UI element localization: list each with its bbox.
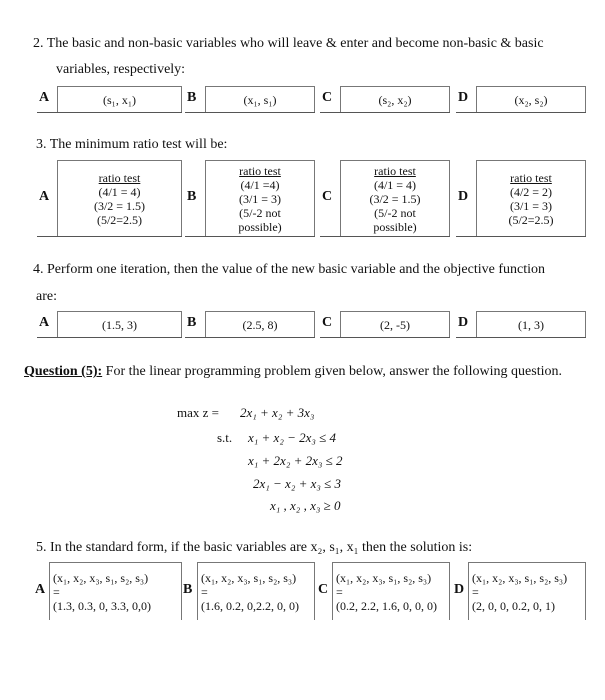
option-text: ratio test (510, 170, 552, 185)
option-text: (4/1 = 4) (373, 177, 417, 192)
option-text: (3/2 = 1.5) (93, 198, 146, 213)
option-text: (3/1 = 3) (238, 191, 282, 206)
option-text: ratio test (374, 163, 416, 178)
option-text: possible) (373, 219, 417, 234)
option-text: (5/2=2.5) (508, 212, 554, 227)
option-letter: D (458, 315, 469, 330)
option-letter: C (322, 90, 333, 105)
option-text: ratio test (98, 170, 141, 185)
lp-st: s.t. (217, 430, 233, 445)
question5-label: Question (5): (24, 364, 103, 379)
lp-objective-prefix: max z = (177, 405, 219, 420)
option-box (197, 562, 315, 620)
q5-option-b[interactable] (185, 562, 315, 620)
q4-option-b[interactable] (185, 311, 315, 338)
q3-option-c[interactable] (320, 160, 450, 237)
option-box (332, 562, 450, 620)
option-box (205, 86, 315, 112)
q5-option-a[interactable] (37, 562, 182, 620)
option-text: (s₂, x₂) (378, 92, 412, 107)
option-box (57, 311, 182, 337)
option-text: = (336, 584, 343, 599)
option-text: (0.2, 2.2, 1.6, 0, 0, 0) (336, 598, 437, 613)
lp-nonnegativity: x₁ , x₂ , x₃ ≥ 0 (270, 498, 341, 513)
q5-option-c[interactable] (320, 562, 450, 620)
option-box (340, 311, 450, 337)
option-box (57, 86, 182, 112)
option-text: (3/2 = 1.5) (369, 191, 421, 206)
option-text: (5/2=2.5) (96, 212, 143, 227)
q4-option-a[interactable] (37, 311, 182, 338)
q3-title: 3. The minimum ratio test will be: (36, 137, 228, 152)
option-box (205, 160, 315, 236)
option-text: (1.5, 3) (102, 317, 137, 332)
q5-option-d[interactable] (456, 562, 586, 620)
option-text: (2.5, 8) (242, 317, 278, 332)
option-text: (1.3, 0.3, 0, 3.3, 0,0) (53, 598, 151, 613)
option-box (476, 86, 586, 112)
option-letter: D (458, 189, 469, 204)
option-box (476, 160, 586, 236)
q4-option-d[interactable] (456, 311, 586, 338)
option-letter: D (458, 90, 469, 105)
lp-constraint-2: x₁ + 2x₂ + 2x₃ ≤ 2 (248, 453, 343, 468)
option-letter: B (183, 582, 193, 597)
option-text: (4/1 =4) (240, 177, 280, 192)
q2-option-d[interactable] (456, 86, 586, 113)
option-letter: B (187, 189, 197, 204)
option-box (57, 160, 182, 236)
question5-text: For the linear programming problem given below, answer the following question. (102, 364, 562, 379)
lp-constraint-3: 2x₁ − x₂ + x₃ ≤ 3 (253, 476, 342, 491)
lp-constraint-1: x₁ + x₂ − 2x₃ ≤ 4 (248, 430, 337, 445)
option-box (49, 562, 182, 620)
option-text: (1, 3) (518, 317, 544, 332)
option-box (340, 160, 450, 236)
option-text: possible) (238, 219, 282, 234)
option-box (205, 311, 315, 337)
option-text: (4/1 = 4) (98, 184, 141, 199)
option-text: (2, 0, 0, 0.2, 0, 1) (472, 598, 555, 613)
option-text: (x₁, x₂, x₃, s₁, s₂, s₃) (472, 570, 568, 585)
option-box (340, 86, 450, 112)
q2-option-b[interactable] (185, 86, 315, 113)
option-text: = (201, 584, 208, 599)
question5-heading (24, 364, 562, 380)
option-letter: A (35, 582, 46, 597)
option-text: (x₂, s₂) (514, 92, 548, 107)
option-letter: C (322, 189, 333, 204)
option-text: (5/-2 not (239, 205, 281, 220)
q2-text-cont: variables, respectively: (56, 62, 186, 77)
q4-option-c[interactable] (320, 311, 450, 338)
option-text: ratio test (239, 163, 281, 178)
q2-option-a[interactable] (37, 86, 182, 113)
q3-option-d[interactable] (456, 160, 586, 237)
q2-text: 2. The basic and non-basic variables who will leave & enter and become non-basic & basic (33, 36, 544, 51)
option-text: (x₁, x₂, x₃, s₁, s₂, s₃) (53, 570, 149, 585)
option-text: (2, -5) (380, 317, 410, 332)
option-letter: B (187, 90, 197, 105)
option-text: (5/-2 not (374, 205, 416, 220)
option-letter: A (39, 315, 50, 330)
option-letter: A (39, 189, 50, 204)
option-letter: D (454, 582, 465, 597)
option-text: = (472, 584, 479, 599)
lp-objective: 2x₁ + x₂ + 3x₃ (240, 405, 315, 420)
option-letter: A (39, 90, 50, 105)
option-text: (s₁, x₁) (102, 92, 137, 107)
q3-option-a[interactable] (37, 160, 182, 237)
q4-text-cont: are: (36, 289, 57, 304)
option-letter: C (318, 582, 329, 597)
option-text: (3/1 = 3) (509, 198, 553, 213)
option-letter: C (322, 315, 333, 330)
option-box (468, 562, 586, 620)
q2-option-c[interactable] (320, 86, 450, 113)
option-text: (x₁, x₂, x₃, s₁, s₂, s₃) (336, 570, 432, 585)
option-text: (1.6, 0.2, 0,2.2, 0, 0) (201, 598, 299, 613)
option-text: (x₁, x₂, x₃, s₁, s₂, s₃) (201, 570, 297, 585)
option-text: = (53, 584, 60, 599)
q5-title: 5. In the standard form, if the basic variables are x₂, s₁, x₁ then the solution is: (36, 540, 473, 555)
option-text: (x₁, s₁) (243, 92, 277, 107)
option-letter: B (187, 315, 197, 330)
q3-option-b[interactable] (185, 160, 315, 237)
option-text: (4/2 = 2) (509, 184, 553, 199)
option-box (476, 311, 586, 337)
q4-text: 4. Perform one iteration, then the value of the new basic variable and the objective function (33, 262, 545, 277)
